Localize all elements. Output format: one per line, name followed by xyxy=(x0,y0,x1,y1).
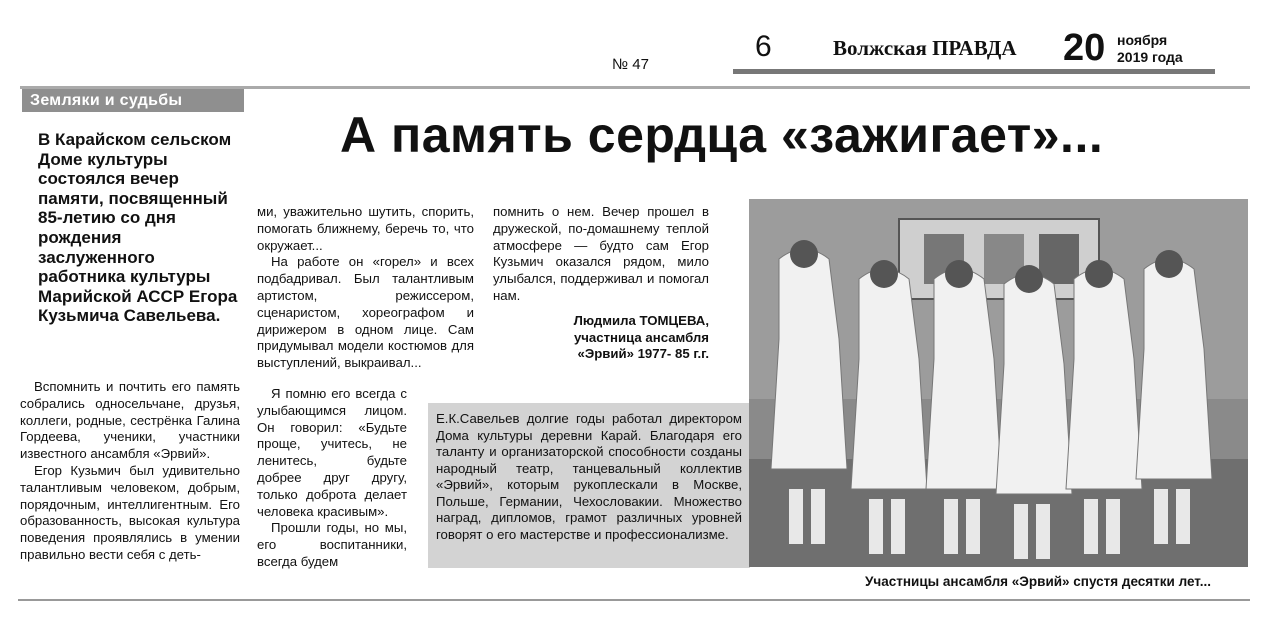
article-title: А память сердца «зажигает»... xyxy=(340,107,1104,163)
info-box: Е.К.Савельев долгие годы работал директором Дома культуры деревни Карай. Благодаря его таланту и организаторской способности созданы народный театр, танцевальный коллектив «Эрвий», которым рукоплескали в Москве, Польше, Германии, Чехословакии. Множество наград, дипломов, грамот различных уровней говорят о его мастерстве и профессионализме. xyxy=(428,403,750,568)
article-column-2-lower xyxy=(257,386,407,571)
article-column-2 xyxy=(257,204,474,372)
masthead-rule xyxy=(733,69,1215,74)
paragraph: Я помню его всегда с улыбающимся лицом. Он говорил: «Будьте проще, учитесь, не ленитесь, будьте добрее друг другу, только доброта делает человека красивым». xyxy=(257,386,407,519)
issue-date xyxy=(1117,32,1183,66)
paragraph: Вспомнить и почтить его память собрались односельчане, друзья, коллеги, родные, сестрёнка Галина Гордеева, ученики, участники известного ансамбля «Эрвий». xyxy=(20,379,240,462)
paragraph: помнить о нем. Вечер прошел в дружеской, по-домашнему теплой атмосфере — будто сам Егор Кузьмич оказался рядом, мило улыбался, поддерживал и помогал нам. xyxy=(493,204,709,303)
issue-month: ноября xyxy=(1117,32,1168,48)
paragraph: ми, уважительно шутить, спорить, помогать ближнему, беречь то, что окружает... xyxy=(257,204,474,253)
bottom-rule xyxy=(18,599,1250,601)
photo-caption: Участницы ансамбля «Эрвий» спустя десятки лет... xyxy=(865,574,1211,589)
paragraph: Прошли годы, но мы, его воспитанники, всегда будем xyxy=(257,520,407,569)
paragraph: Егор Кузьмич был удивительно талантливым человеком, добрым, порядочным, интеллигентным. Его образованность, высокая культура поведения проявлялись в умении правильно вести себя с деть- xyxy=(20,462,240,562)
author-name: Людмила ТОМЦЕВА, xyxy=(573,313,709,328)
issue-day: 20 xyxy=(1063,27,1106,69)
article-lead: В Карайском сельском Доме культуры состоялся вечер памяти, посвященный 85-летию со дня рождения заслуженного работника культуры Марийской АССР Егора Кузьмича Савельева. xyxy=(38,130,238,326)
paragraph: На работе он «горел» и всех подбадривал. Был талантливым артистом, режиссером, сценаристом, хореографом и дирижером в одном лице. Сам придумывал модели костюмов для выступлений, выкраивал... xyxy=(257,254,474,371)
page-number: 6 xyxy=(755,30,772,63)
ensemble-photo xyxy=(749,199,1248,567)
author-signature xyxy=(493,313,709,363)
photo-illustration xyxy=(749,199,1248,567)
article-column-1 xyxy=(20,379,240,564)
issue-number: № 47 xyxy=(612,56,649,73)
rubric-label: Земляки и судьбы xyxy=(22,89,244,112)
newspaper-name: Волжская ПРАВДА xyxy=(833,36,1017,60)
author-detail: «Эрвий» 1977- 85 г.г. xyxy=(577,346,709,361)
issue-year: 2019 года xyxy=(1117,49,1183,65)
article-column-3 xyxy=(493,204,709,305)
author-role: участница ансамбля xyxy=(573,329,709,345)
